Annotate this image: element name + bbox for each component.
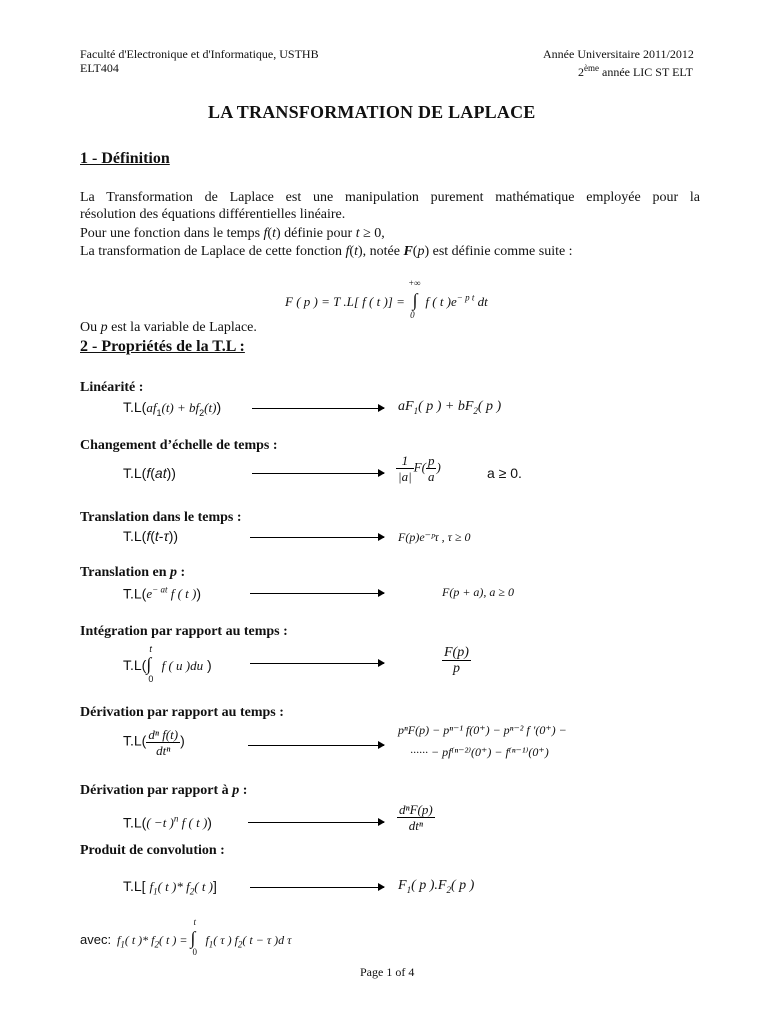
- arrow-convolution: [250, 887, 384, 888]
- prop-derivation-p-label: Dérivation par rapport à p :: [80, 783, 248, 798]
- prop-p-shift-rhs: F(p + a), a ≥ 0: [442, 585, 515, 599]
- prop-derivation-p-rhs: $\frac{\text{dⁿF(p)}}{\text{dtⁿ}}$: [399, 802, 433, 833]
- section-heading-definition: 1 - Définition: [80, 150, 170, 167]
- header-level: 2ème année LIC ST ELT: [578, 63, 693, 79]
- page-number: Page 1 of 4: [360, 965, 415, 979]
- arrow-scaling: [252, 473, 384, 474]
- arrow-integration: [250, 663, 384, 664]
- prop-scaling-label: Changement d’échelle de temps :: [80, 438, 278, 453]
- prop-convolution-lhs: T.L[ $f_1$( t )* $f_2$( t )]: [123, 878, 217, 897]
- definition-line-4: La transformation de Laplace de cette fonction f(t), notée F(p) est définie comme suite :: [80, 244, 573, 259]
- prop-derivation-time-rhs-1: pⁿF(p) − pⁿ⁻¹ f(0⁺) − pⁿ⁻² f ′(0⁺) −: [398, 723, 567, 737]
- header-year: Année Universitaire 2011/2012: [543, 47, 694, 61]
- prop-time-shift-lhs: T.L(f(t-τ)): [123, 528, 179, 544]
- prop-derivation-p-lhs: T.L(( −t )$^n$ f ( t )): [123, 814, 212, 831]
- prop-scaling-condition: a ≥ 0.: [487, 465, 522, 481]
- prop-integration-lhs: T.L( t ∫ 0 f ( u )du ): [123, 644, 212, 684]
- arrow-derivation-p: [248, 822, 384, 823]
- prop-time-shift-label: Translation dans le temps :: [80, 510, 242, 525]
- prop-linearity-lhs: $T.L(af_1(t) + bf_2(t))$: [123, 399, 222, 418]
- prop-p-shift-label: Translation en p :: [80, 565, 186, 580]
- definition-line-1: La Transformation de Laplace est une manipulation purement mathématique employée pour la: [80, 190, 700, 205]
- arrow-derivation-time: [248, 745, 384, 746]
- arrow-linearity: [252, 408, 384, 409]
- prop-time-shift-rhs: F(p)e⁻ᵖτ , τ ≥ 0: [398, 530, 471, 544]
- definition-line-2: résolution des équations différentielles linéaire.: [80, 207, 346, 222]
- arrow-p-shift: [250, 593, 384, 594]
- avec-label: avec:: [80, 932, 112, 947]
- prop-scaling-rhs: $\frac{1}{|a|}$ F( $\frac{p}{a}$ ): [398, 453, 441, 484]
- header-course: ELT404: [80, 61, 119, 75]
- page-title: LA TRANSFORMATION DE LAPLACE: [208, 102, 536, 122]
- prop-linearity-rhs: $aF_1$( p ) + $bF_2$( p ): [398, 399, 502, 416]
- header-faculty: Faculté d'Electronique et d'Informatique, USTHB: [80, 47, 319, 61]
- prop-derivation-time-label: Dérivation par rapport au temps :: [80, 705, 284, 720]
- section-heading-properties: 2 - Propriétés de la T.L :: [80, 338, 245, 355]
- arrow-time-shift: [250, 537, 384, 538]
- prop-derivation-time-rhs-2: ······ − pf⁽ⁿ⁻²⁾(0⁺) − f⁽ⁿ⁻¹⁾(0⁺): [410, 745, 549, 759]
- prop-integration-rhs: $\frac{F(p)}{p}$: [444, 645, 469, 676]
- prop-scaling-lhs: T.L(f(at)): [123, 465, 176, 481]
- definition-line-3: Pour une fonction dans le temps f(t) définie pour t ≥ 0,: [80, 226, 385, 241]
- prop-convolution-label: Produit de convolution :: [80, 843, 225, 858]
- prop-convolution-rhs: $F_1$( p )$.F_2$( p ): [398, 878, 475, 895]
- prop-integration-label: Intégration par rapport au temps :: [80, 624, 288, 639]
- prop-p-shift-lhs: $T.L(e^{- at}$ f ( t )): [123, 585, 202, 602]
- laplace-variable-note: Ou p est la variable de Laplace.: [80, 320, 257, 335]
- prop-derivation-time-lhs: T.L( $\frac{\text{dⁿ f(t)}}{\text{dtⁿ}}$ ): [123, 727, 185, 758]
- convolution-definition-formula: $f_1$( t )* $f_2$( t ) = t ∫ 0 $f_1$( τ ) $f_2$( t − τ )d τ: [117, 917, 292, 957]
- laplace-definition-formula: F ( p ) = T .L[ f ( t )] = +∞ ∫ 0 f ( t )$e^{- p t}$ dt: [285, 278, 488, 320]
- prop-linearity-label: Linéarité :: [80, 380, 144, 395]
